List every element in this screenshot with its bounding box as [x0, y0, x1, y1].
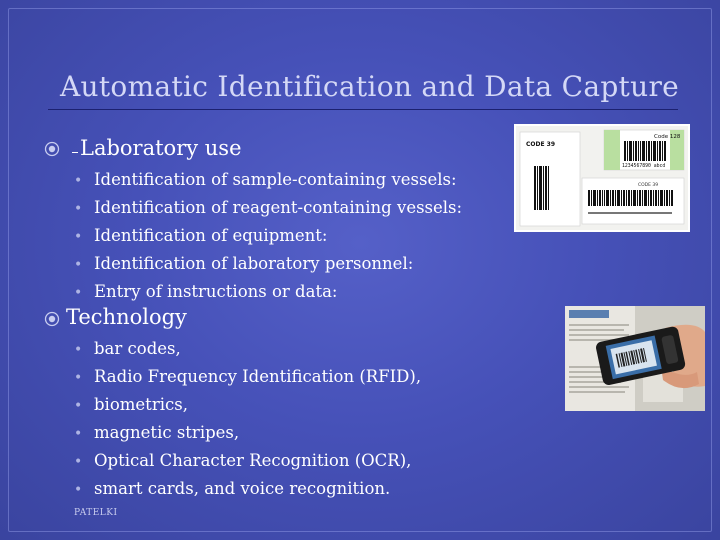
- bullet-dot: •: [74, 398, 83, 414]
- section-heading-technology: Technology: [66, 305, 187, 329]
- bullet-dot: •: [74, 201, 83, 217]
- bullet-dot: •: [74, 482, 83, 498]
- bullet-dot: •: [74, 173, 83, 189]
- bullet-dot: •: [74, 257, 83, 273]
- bullet-dot: •: [74, 426, 83, 442]
- list-item: [74, 254, 413, 273]
- list-item-text: Identification of laboratory personnel:: [94, 254, 414, 273]
- list-item-text: biometrics,: [94, 395, 188, 414]
- code128-digits: 1234567890 abcd: [622, 164, 666, 169]
- list-item: [74, 170, 457, 189]
- list-item-text: smart cards, and voice recognition.: [94, 479, 391, 498]
- target-bullet-icon: [44, 311, 60, 327]
- phone-scanning-photo: [565, 306, 705, 411]
- list-item-text: magnetic stripes,: [94, 423, 240, 442]
- list-item: [74, 226, 327, 245]
- list-item-text: Identification of equipment:: [94, 226, 328, 245]
- bullet-dot: •: [74, 342, 83, 358]
- section-heading-laboratory: [72, 136, 242, 160]
- code128-barcode: [624, 141, 666, 161]
- title-underline: [48, 109, 678, 110]
- list-item-text: Entry of instructions or data:: [94, 282, 338, 301]
- list-item: [74, 367, 421, 386]
- target-bullet-icon: [44, 141, 60, 157]
- footer-credit: PATELKI: [74, 508, 118, 518]
- text-cursor-mark: [72, 152, 78, 153]
- bullet-dot: •: [74, 285, 83, 301]
- section-heading-text: Laboratory use: [80, 136, 242, 160]
- bullet-dot: •: [74, 370, 83, 386]
- list-item: [74, 423, 239, 442]
- code39-label: CODE 39: [526, 141, 556, 148]
- list-item: [74, 198, 462, 217]
- list-item: [74, 451, 411, 470]
- phone-scanning-illustration: [565, 306, 705, 411]
- list-item-text: Radio Frequency Identification (RFID),: [94, 367, 422, 386]
- barcode-labels-image: [514, 124, 690, 232]
- bullet-dot: •: [74, 229, 83, 245]
- slide-title: Automatic Identification and Data Capture: [60, 70, 680, 103]
- list-item-text: Optical Character Recognition (OCR),: [94, 451, 412, 470]
- bullet-dot: •: [74, 454, 83, 470]
- list-item-text: Identification of sample-containing vessels:: [94, 170, 457, 189]
- list-item: [74, 339, 181, 358]
- code128-label: Code 128: [654, 134, 681, 140]
- list-item: [74, 479, 390, 498]
- list-item: [74, 282, 337, 301]
- list-item-text: Identification of reagent-containing vessels:: [94, 198, 463, 217]
- code39-small-label: CODE 39: [638, 183, 659, 188]
- list-item-text: bar codes,: [94, 339, 181, 358]
- barcode-labels-illustration: [516, 126, 688, 230]
- list-item: [74, 395, 188, 414]
